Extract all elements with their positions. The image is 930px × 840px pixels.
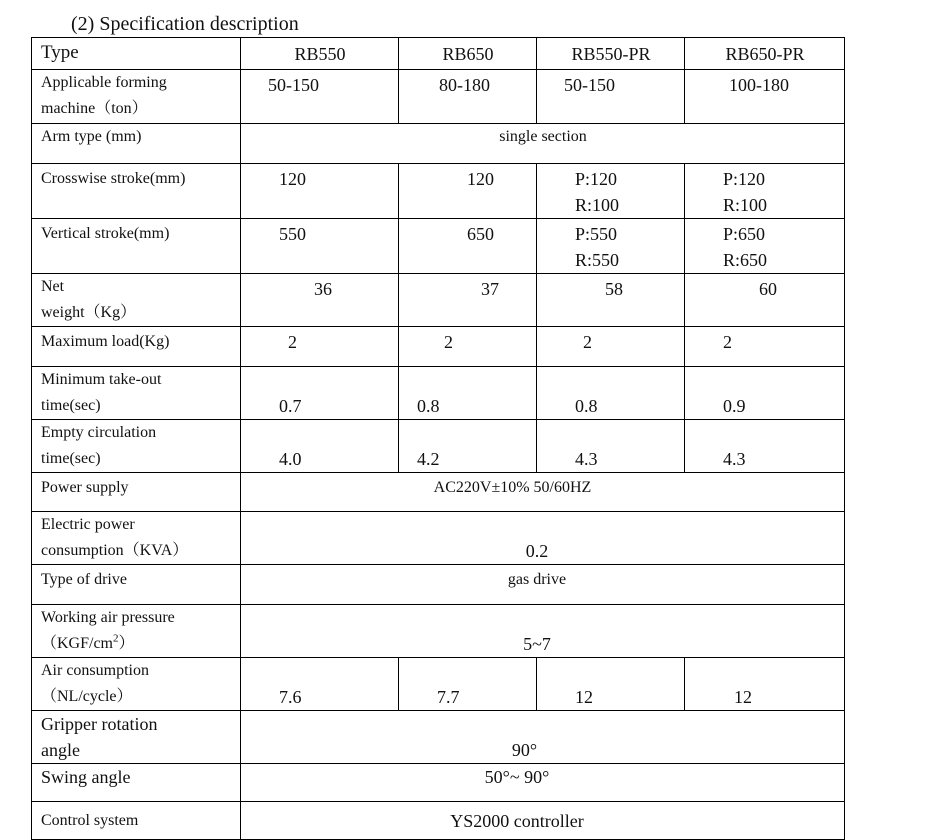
- row-label-consumption: [32, 512, 241, 565]
- label-line: Gripper rotation: [41, 714, 158, 734]
- header-rb650: RB650: [399, 38, 537, 70]
- row-label-crosswise: Crosswise stroke(mm): [32, 164, 241, 219]
- row-label-gripper: [32, 711, 241, 764]
- cell-crosswise-rb650-pr: [685, 164, 845, 219]
- cell-air-rb650: 7.7: [399, 658, 537, 711]
- row-label-takeout: [32, 367, 241, 420]
- table-row: [32, 420, 845, 473]
- label-line: machine（ton）: [41, 100, 148, 117]
- table-row: [32, 219, 845, 274]
- cell-vertical-rb650-pr: [685, 219, 845, 274]
- cell-air-rb650-pr: 12: [685, 658, 845, 711]
- table-row: [32, 658, 845, 711]
- cell-crosswise-rb650: 120: [399, 164, 537, 219]
- table-row: [32, 802, 845, 840]
- cell-air-rb550-pr: 12: [537, 658, 685, 711]
- cell-empty-rb550-pr: 4.3: [537, 420, 685, 473]
- row-label-weight: [32, 274, 241, 327]
- cell-crosswise-rb550-pr: [537, 164, 685, 219]
- label-line: Working air pressure: [41, 609, 175, 626]
- table-row: [32, 367, 845, 420]
- label-line: [41, 631, 232, 657]
- cell-empty-rb650: 4.2: [399, 420, 537, 473]
- value-line: P:650: [723, 224, 766, 244]
- header-rb550-pr: RB550-PR: [537, 38, 685, 70]
- table-row: [32, 473, 845, 512]
- table-row: [32, 327, 845, 367]
- cell-forming-rb650: 80-180: [399, 70, 537, 124]
- row-label-drive: Type of drive: [32, 565, 241, 605]
- cell-weight-rb650: 37: [399, 274, 537, 327]
- cell-empty-rb550: 4.0: [241, 420, 399, 473]
- cell-arm-value: single section: [241, 124, 845, 164]
- cell-weight-rb550-pr: 58: [537, 274, 685, 327]
- superscript: 2: [113, 632, 119, 645]
- cell-control-value: YS2000 controller: [241, 802, 845, 840]
- label-line: Net: [41, 278, 65, 295]
- cell-weight-rb650-pr: 60: [685, 274, 845, 327]
- cell-load-rb550-pr: 2: [537, 327, 685, 367]
- cell-drive-value: gas drive: [241, 565, 845, 605]
- cell-forming-rb650-pr: 100-180: [685, 70, 845, 124]
- row-label-vertical: Vertical stroke(mm): [32, 219, 241, 274]
- cell-load-rb650-pr: 2: [685, 327, 845, 367]
- cell-empty-rb650-pr: 4.3: [685, 420, 845, 473]
- cell-vertical-rb550: 550: [241, 219, 399, 274]
- cell-consumption-value: 0.2: [241, 512, 845, 565]
- value-line: P:120: [575, 169, 618, 189]
- cell-vertical-rb550-pr: [537, 219, 685, 274]
- header-rb550: RB550: [241, 38, 399, 70]
- table-header-row: [32, 38, 845, 70]
- value-line: P:120: [723, 169, 766, 189]
- section-caption: (2) Specification description: [71, 13, 299, 35]
- cell-forming-rb550-pr: 50-150: [537, 70, 685, 124]
- cell-swing-value: 50°~ 90°: [241, 764, 845, 802]
- table-row: [32, 711, 845, 764]
- cell-vertical-rb650: 650: [399, 219, 537, 274]
- row-label-power: Power supply: [32, 473, 241, 512]
- table-row: [32, 124, 845, 164]
- cell-load-rb650: 2: [399, 327, 537, 367]
- table-row: [32, 70, 845, 124]
- label-part: （KGF/cm: [41, 635, 114, 652]
- value-line: R:650: [723, 250, 768, 270]
- cell-load-rb550: 2: [241, 327, 399, 367]
- cell-takeout-rb550: 0.7: [241, 367, 399, 420]
- label-line: time(sec): [41, 450, 101, 467]
- cell-takeout-rb650-pr: 0.9: [685, 367, 845, 420]
- row-label-empty: [32, 420, 241, 473]
- label-line: angle: [41, 740, 80, 760]
- label-line: time(sec): [41, 397, 101, 414]
- row-label-air: [32, 658, 241, 711]
- table-row: [32, 274, 845, 327]
- table-row: [32, 764, 845, 802]
- specification-table: [31, 37, 845, 840]
- label-line: （NL/cycle）: [41, 688, 133, 705]
- label-line: weight（Kg）: [41, 304, 137, 321]
- value-line: R:550: [575, 250, 620, 270]
- value-line: P:550: [575, 224, 618, 244]
- cell-air-rb550: 7.6: [241, 658, 399, 711]
- label-part: ）: [118, 635, 135, 652]
- cell-takeout-rb550-pr: 0.8: [537, 367, 685, 420]
- table-row: [32, 565, 845, 605]
- label-line: Applicable forming: [41, 74, 167, 91]
- row-label-arm: Arm type (mm): [32, 124, 241, 164]
- row-label-swing: Swing angle: [32, 764, 241, 802]
- label-line: consumption（KVA）: [41, 542, 189, 559]
- row-label-pressure: [32, 605, 241, 658]
- value-line: R:100: [575, 195, 620, 215]
- cell-pressure-value: 5~7: [241, 605, 845, 658]
- row-label-forming: [32, 70, 241, 124]
- table-row: [32, 512, 845, 565]
- header-type: Type: [32, 38, 241, 70]
- value-line: R:100: [723, 195, 768, 215]
- cell-crosswise-rb550: 120: [241, 164, 399, 219]
- label-line: Minimum take-out: [41, 371, 162, 388]
- cell-takeout-rb650: 0.8: [399, 367, 537, 420]
- cell-weight-rb550: 36: [241, 274, 399, 327]
- cell-power-value: AC220V±10% 50/60HZ: [241, 473, 845, 512]
- row-label-load: Maximum load(Kg): [32, 327, 241, 367]
- row-label-control: Control system: [32, 802, 241, 840]
- label-line: Electric power: [41, 516, 135, 533]
- label-line: Empty circulation: [41, 424, 157, 441]
- header-rb650-pr: RB650-PR: [685, 38, 845, 70]
- table-row: [32, 164, 845, 219]
- label-line: Air consumption: [41, 662, 149, 679]
- cell-forming-rb550: 50-150: [241, 70, 399, 124]
- cell-gripper-value: 90°: [241, 711, 845, 764]
- table-row: [32, 605, 845, 658]
